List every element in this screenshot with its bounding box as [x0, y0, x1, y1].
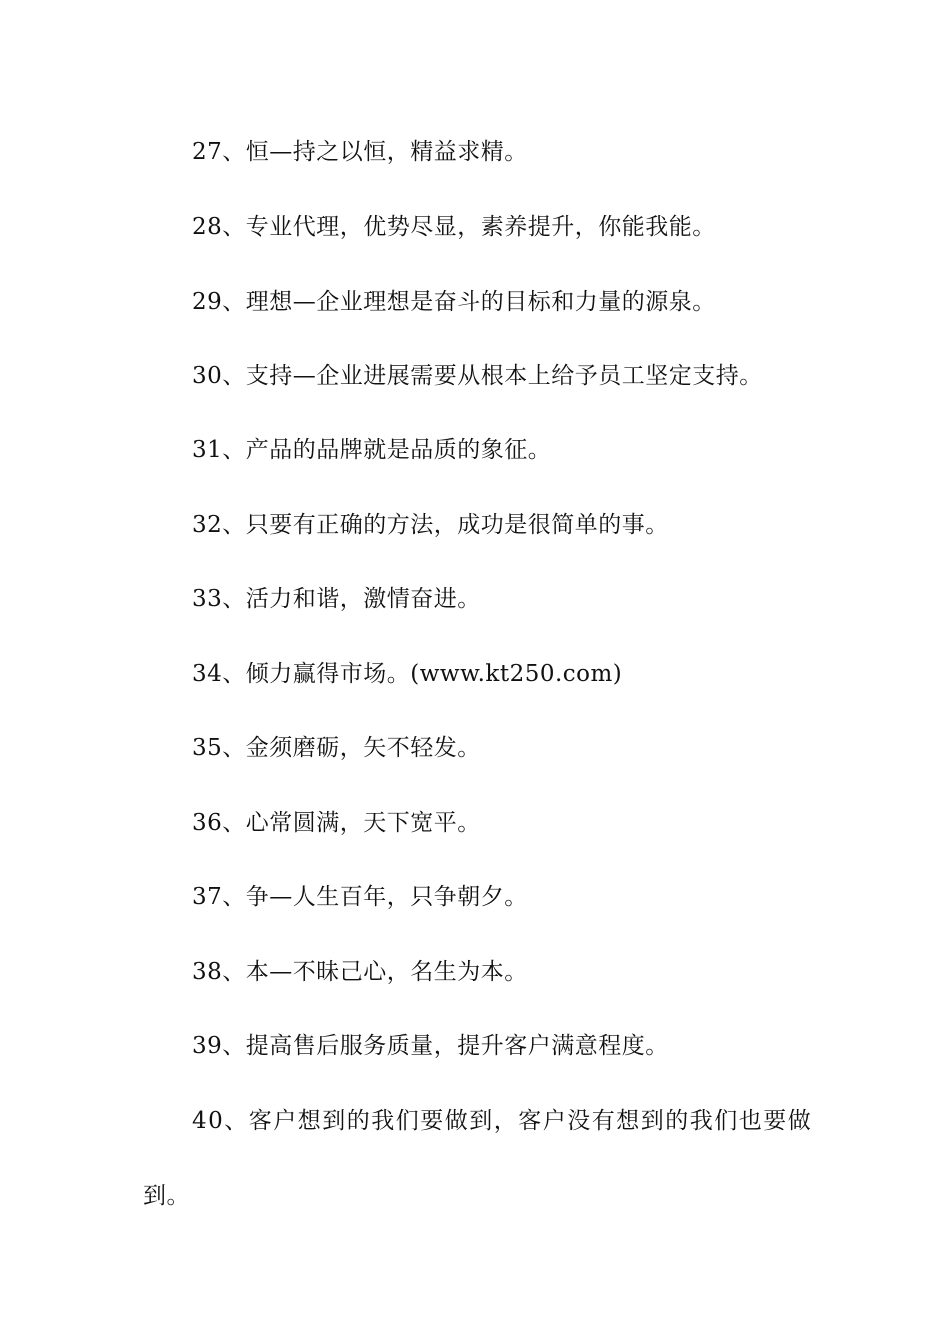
list-item-39: 39、提高售后服务质量，提升客户满意程度。 [192, 1033, 669, 1059]
list-item-30: 30、支持—企业进展需要从根本上给予员工坚定支持。 [192, 363, 763, 389]
list-item-37: 37、争—人生百年，只争朝夕。 [192, 884, 528, 910]
list-item-28: 28、专业代理，优势尽显，素养提升，你能我能。 [192, 214, 716, 240]
list-item-33: 33、活力和谐，激情奋进。 [192, 586, 481, 612]
list-item-35: 35、金须磨砺，矢不轻发。 [192, 735, 481, 761]
list-item-34: 34、倾力赢得市场。(www.kt250.com) [192, 661, 623, 687]
list-item-40-line1: 40、客户想到的我们要做到，客户没有想到的我们也要做 [192, 1108, 813, 1134]
list-item-36: 36、心常圆满，天下宽平。 [192, 810, 481, 836]
list-item-31: 31、产品的品牌就是品质的象征。 [192, 437, 552, 463]
list-item-38: 38、本—不昧己心，名生为本。 [192, 959, 528, 985]
list-item-40-line2: 到。 [143, 1183, 190, 1209]
list-item-27: 27、恒—持之以恒，精益求精。 [192, 139, 528, 165]
list-item-29: 29、理想—企业理想是奋斗的目标和力量的源泉。 [192, 289, 716, 315]
list-item-32: 32、只要有正确的方法，成功是很简单的事。 [192, 512, 669, 538]
